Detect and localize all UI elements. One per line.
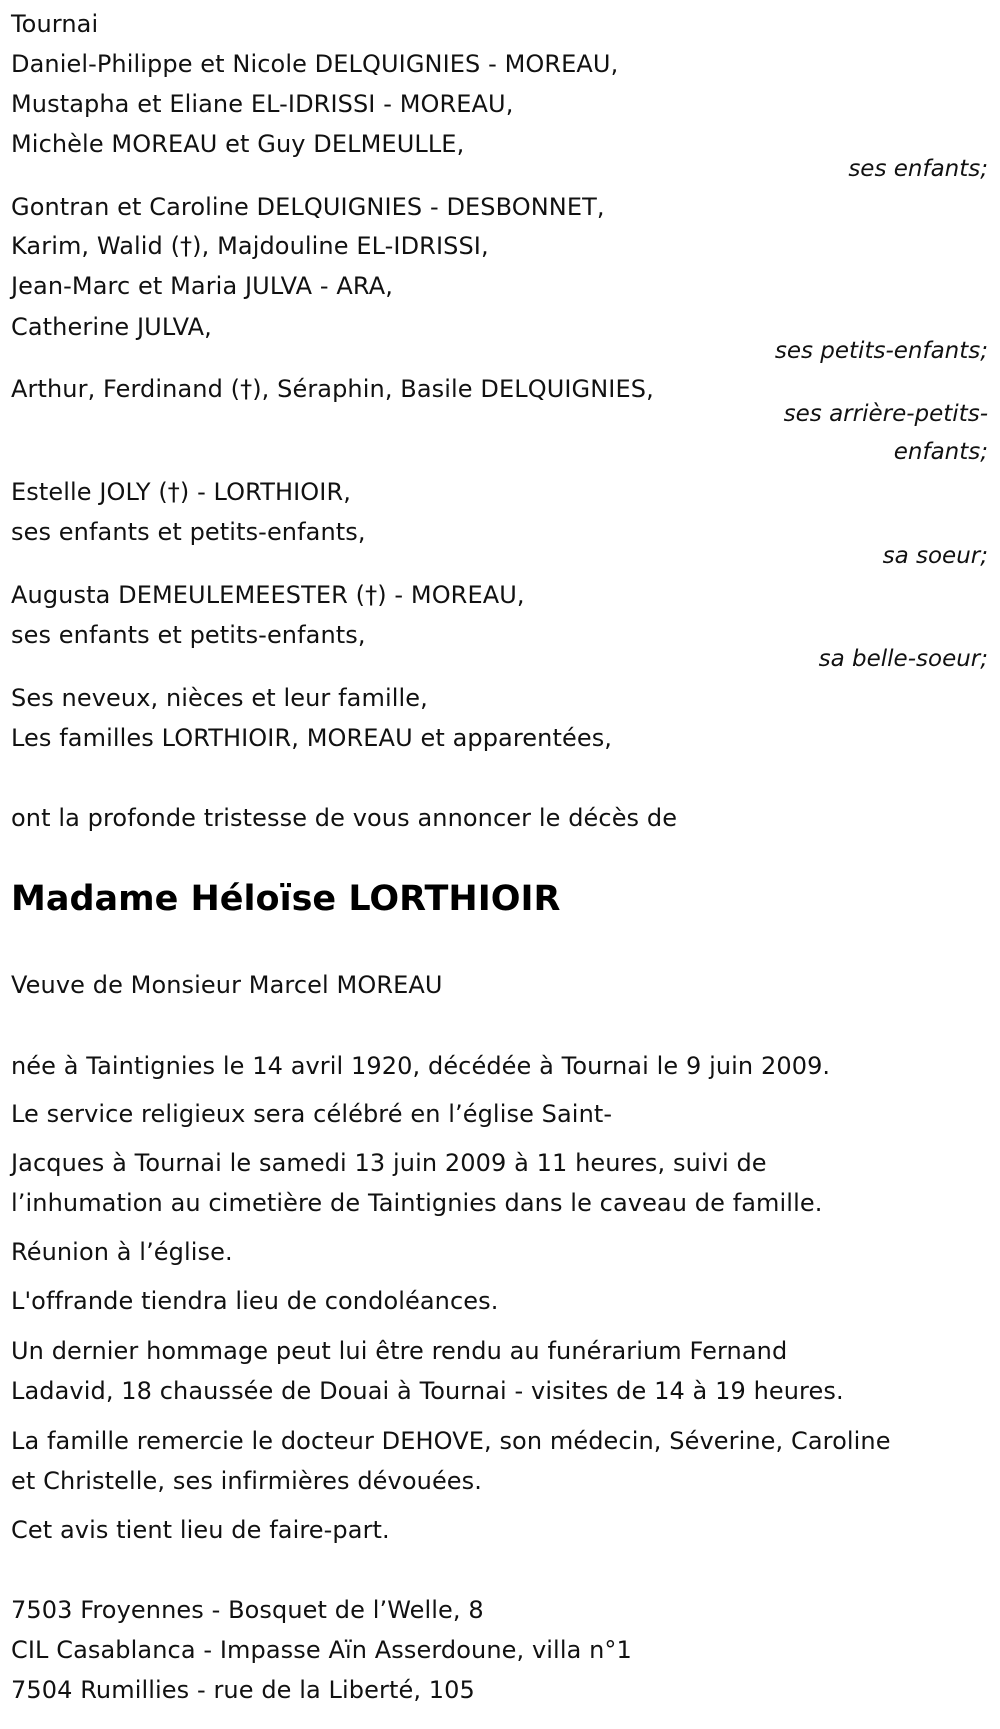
notice-text: Cet avis tient lieu de faire-part. — [11, 1516, 390, 1544]
sister-in-law-family: ses enfants et petits-enfants, — [11, 621, 366, 649]
child-name: Daniel-Philippe et Nicole DELQUIGNIES - MOREAU, — [11, 50, 619, 78]
relation-great-grandchildren: ses arrière-petits- — [783, 401, 988, 427]
address: 7504 Rumillies - rue de la Liberté, 105 — [11, 1676, 475, 1704]
deceased-name: Madame Héloïse LORTHIOIR — [11, 879, 561, 919]
birth-death-dates: née à Taintignies le 14 avril 1920, décédée à Tournai le 9 juin 2009. — [11, 1052, 831, 1080]
sister-in-law-name: Augusta DEMEULEMEESTER (†) - MOREAU, — [11, 581, 525, 609]
sister-family: ses enfants et petits-enfants, — [11, 518, 366, 546]
grandchild-name: Jean-Marc et Maria JULVA - ARA, — [11, 272, 393, 300]
other-family: Ses neveux, nièces et leur famille, — [11, 684, 428, 712]
grandchild-name: Karim, Walid (†), Majdouline EL-IDRISSI, — [11, 232, 489, 260]
other-family: Les familles LORTHIOIR, MOREAU et apparentées, — [11, 724, 613, 752]
relation-great-grandchildren-cont: enfants; — [893, 439, 988, 465]
grandchild-name: Catherine JULVA, — [11, 313, 212, 341]
thanks-info: La famille remercie le docteur DEHOVE, son médecin, Séverine, Caroline — [11, 1427, 891, 1455]
address: CIL Casablanca - Impasse Aïn Asserdoune, villa n°1 — [11, 1636, 632, 1664]
sister-name: Estelle JOLY (†) - LORTHIOIR, — [11, 478, 351, 506]
relation-sister: sa soeur; — [882, 543, 988, 569]
great-grandchild-name: Arthur, Ferdinand (†), Séraphin, Basile DELQUIGNIES, — [11, 375, 654, 403]
location: Tournai — [11, 10, 99, 38]
tribute-info: Un dernier hommage peut lui être rendu au funérarium Fernand — [11, 1337, 788, 1365]
meeting-info: Réunion à l’église. — [11, 1238, 233, 1266]
service-info: Le service religieux sera célébré en l’église Saint- — [11, 1100, 613, 1128]
address: 7503 Froyennes - Bosquet de l’Welle, 8 — [11, 1596, 484, 1624]
grandchild-name: Gontran et Caroline DELQUIGNIES - DESBONNET, — [11, 193, 605, 221]
widow-of: Veuve de Monsieur Marcel MOREAU — [11, 971, 443, 999]
thanks-info: et Christelle, ses infirmières dévouées. — [11, 1467, 483, 1495]
relation-sister-in-law: sa belle-soeur; — [818, 646, 988, 672]
service-info: l’inhumation au cimetière de Taintignies dans le caveau de famille. — [11, 1189, 823, 1217]
child-name: Mustapha et Eliane EL-IDRISSI - MOREAU, — [11, 90, 514, 118]
offering-info: L'offrande tiendra lieu de condoléances. — [11, 1287, 499, 1315]
relation-grandchildren: ses petits-enfants; — [774, 338, 988, 364]
relation-children: ses enfants; — [848, 156, 988, 182]
announcement-text: ont la profonde tristesse de vous annoncer le décès de — [11, 804, 678, 832]
tribute-info: Ladavid, 18 chaussée de Douai à Tournai - visites de 14 à 19 heures. — [11, 1377, 844, 1405]
child-name: Michèle MOREAU et Guy DELMEULLE, — [11, 130, 465, 158]
service-info: Jacques à Tournai le samedi 13 juin 2009 à 11 heures, suivi de — [11, 1149, 767, 1177]
